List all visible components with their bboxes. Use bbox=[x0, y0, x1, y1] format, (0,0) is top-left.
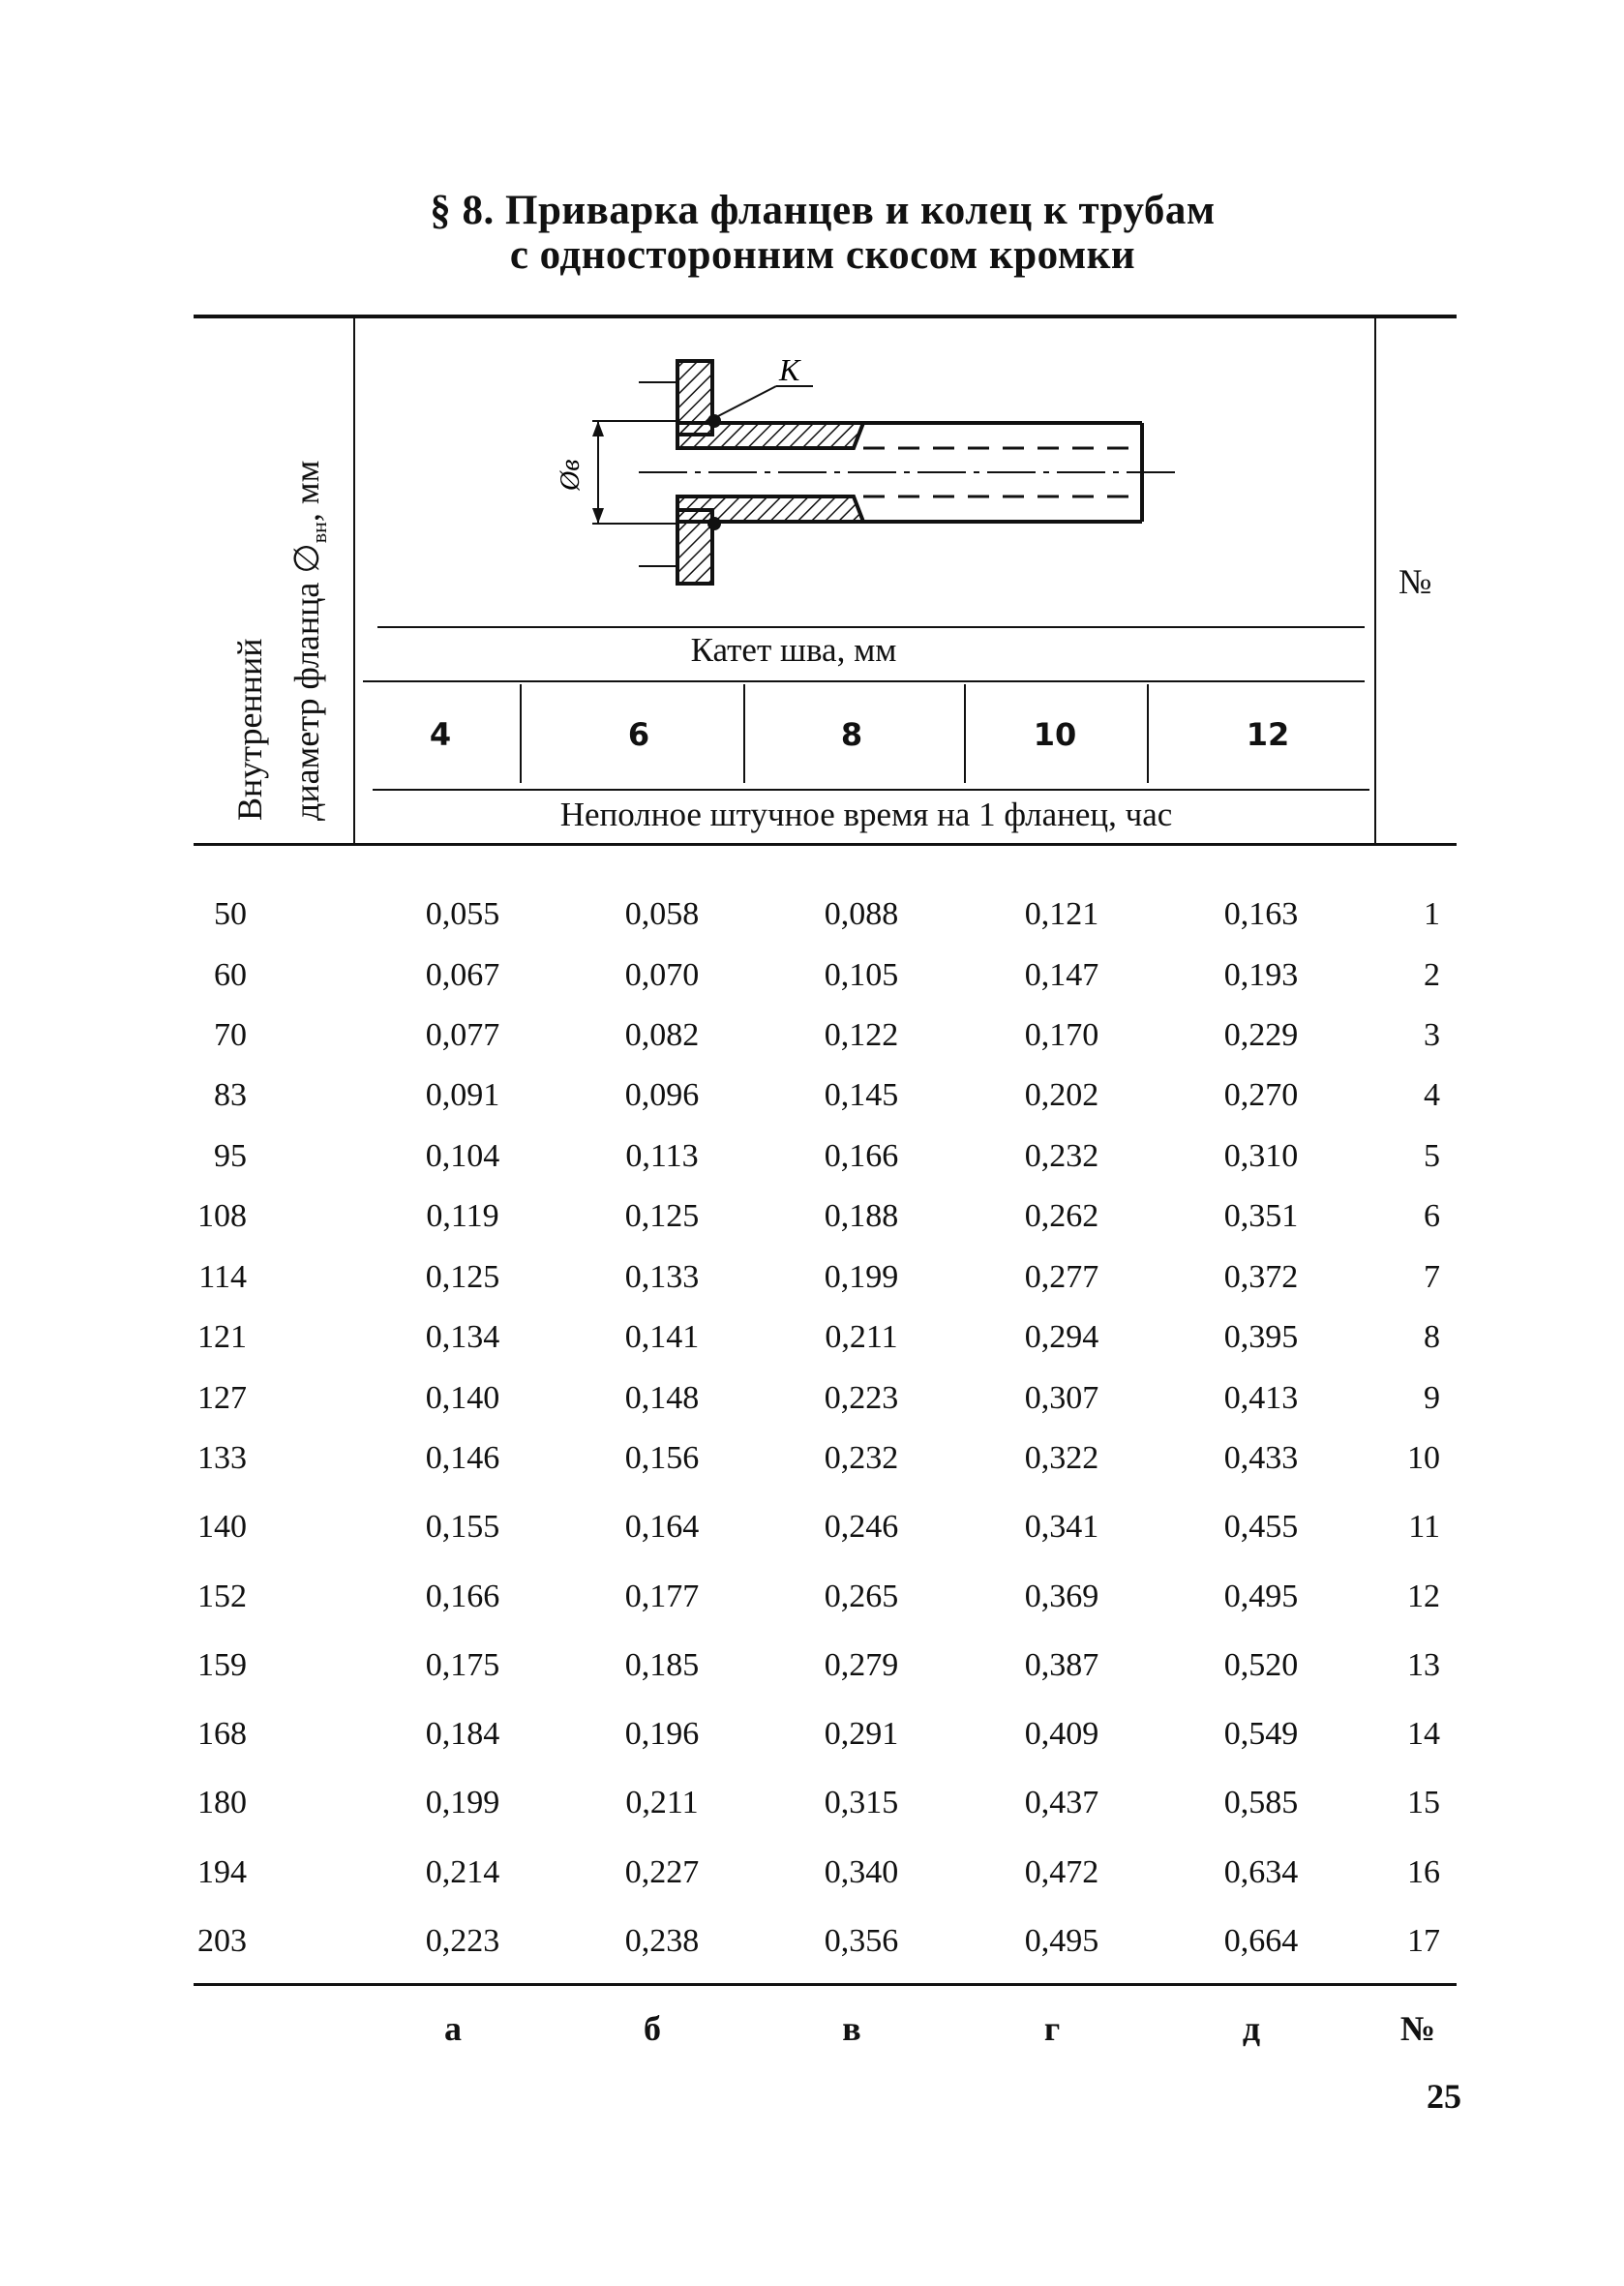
value-cell-d: 0,270 bbox=[1223, 1077, 1299, 1113]
row-number-cell: 6 bbox=[1424, 1198, 1440, 1234]
value-cell-g: 0,341 bbox=[1024, 1509, 1099, 1545]
value-cell-d: 0,455 bbox=[1223, 1509, 1299, 1545]
leg-value-12: 12 bbox=[1246, 716, 1290, 753]
diameter-header-text2: диаметр фланца ∅ bbox=[287, 543, 326, 821]
row-number-cell: 7 bbox=[1424, 1259, 1440, 1295]
value-cell-g: 0,495 bbox=[1024, 1923, 1099, 1959]
value-cell-b: 0,227 bbox=[624, 1854, 700, 1890]
diameter-header-sub: вн bbox=[307, 522, 332, 544]
footer-number: № bbox=[1399, 2009, 1436, 2048]
row-number-cell: 3 bbox=[1424, 1017, 1440, 1053]
value-cell-d: 0,634 bbox=[1223, 1854, 1299, 1890]
row-number-cell: 9 bbox=[1424, 1380, 1440, 1416]
value-cell-v: 0,291 bbox=[824, 1716, 899, 1752]
leg-value-4: 4 bbox=[429, 716, 452, 753]
drawing-label-k: К bbox=[779, 352, 800, 387]
row-number-cell: 11 bbox=[1408, 1509, 1440, 1545]
value-cell-v: 0,340 bbox=[824, 1854, 899, 1890]
flange-pipe-drawing bbox=[523, 344, 1200, 605]
value-cell-d: 0,193 bbox=[1223, 957, 1299, 993]
page-number: 25 bbox=[1427, 2077, 1461, 2116]
value-cell-g: 0,121 bbox=[1024, 896, 1099, 932]
value-cell-a: 0,155 bbox=[425, 1509, 500, 1545]
diameter-cell: 95 bbox=[214, 1138, 247, 1174]
diameter-header-line2 bbox=[286, 461, 332, 821]
value-cell-b: 0,070 bbox=[624, 957, 700, 993]
leg-values-bottom-rule bbox=[373, 789, 1369, 791]
value-cell-a: 0,146 bbox=[425, 1440, 500, 1476]
value-cell-g: 0,472 bbox=[1024, 1854, 1099, 1890]
header-bottom-rule bbox=[194, 843, 1457, 846]
diameter-cell: 114 bbox=[198, 1259, 247, 1295]
leg-value-8: 8 bbox=[840, 716, 863, 753]
value-cell-v: 0,279 bbox=[824, 1647, 899, 1683]
diameter-cell: 83 bbox=[214, 1077, 247, 1113]
value-cell-a: 0,055 bbox=[425, 896, 500, 932]
diameter-cell: 70 bbox=[214, 1017, 247, 1053]
diameter-cell: 133 bbox=[197, 1440, 247, 1476]
value-cell-b: 0,125 bbox=[624, 1198, 700, 1234]
footer-col-a: а bbox=[444, 2009, 462, 2048]
drawing-bottom-rule bbox=[377, 626, 1365, 628]
value-cell-b: 0,185 bbox=[624, 1647, 700, 1683]
section-title-line1: § 8. Приварка фланцев и колец к трубам bbox=[430, 188, 1216, 233]
value-cell-b: 0,096 bbox=[624, 1077, 700, 1113]
value-cell-b: 0,082 bbox=[624, 1017, 700, 1053]
value-cell-v: 0,356 bbox=[824, 1923, 899, 1959]
row-number-cell: 5 bbox=[1424, 1138, 1440, 1174]
value-cell-g: 0,294 bbox=[1024, 1319, 1099, 1355]
value-cell-a: 0,175 bbox=[425, 1647, 500, 1683]
footer-col-v: в bbox=[842, 2009, 861, 2048]
row-number-cell: 12 bbox=[1407, 1579, 1440, 1614]
leg-divider-4 bbox=[1147, 684, 1149, 783]
value-cell-g: 0,387 bbox=[1024, 1647, 1099, 1683]
value-cell-b: 0,133 bbox=[624, 1259, 700, 1295]
value-cell-a: 0,184 bbox=[425, 1716, 500, 1752]
divider-diameter bbox=[353, 318, 355, 843]
leg-value-6: 6 bbox=[627, 716, 650, 753]
value-cell-g: 0,262 bbox=[1024, 1198, 1099, 1234]
value-cell-d: 0,413 bbox=[1223, 1380, 1299, 1416]
value-cell-a: 0,077 bbox=[425, 1017, 500, 1053]
value-cell-g: 0,307 bbox=[1024, 1380, 1099, 1416]
diameter-cell: 127 bbox=[197, 1380, 247, 1416]
diameter-cell: 108 bbox=[197, 1198, 247, 1234]
value-cell-a: 0,199 bbox=[425, 1785, 500, 1820]
row-number-cell: 10 bbox=[1407, 1440, 1440, 1476]
value-cell-g: 0,437 bbox=[1024, 1785, 1099, 1820]
value-cell-d: 0,520 bbox=[1223, 1647, 1299, 1683]
value-cell-a: 0,134 bbox=[425, 1319, 500, 1355]
value-cell-d: 0,585 bbox=[1223, 1785, 1299, 1820]
value-cell-d: 0,495 bbox=[1223, 1579, 1299, 1614]
value-cell-a: 0,140 bbox=[425, 1380, 500, 1416]
section-title-line2: с односторонним скосом кромки bbox=[509, 232, 1136, 278]
value-cell-d: 0,664 bbox=[1223, 1923, 1299, 1959]
value-cell-v: 0,315 bbox=[824, 1785, 899, 1820]
leg-value-10: 10 bbox=[1033, 716, 1077, 753]
footer-col-g: г bbox=[1043, 2009, 1061, 2048]
diameter-header-suffix: , мм bbox=[287, 460, 326, 523]
drawing-label-dv: Øв bbox=[556, 459, 586, 491]
value-cell-b: 0,058 bbox=[624, 896, 700, 932]
diameter-cell: 180 bbox=[197, 1785, 247, 1820]
diameter-cell: 168 bbox=[197, 1716, 247, 1752]
value-cell-v: 0,246 bbox=[824, 1509, 899, 1545]
value-cell-v: 0,166 bbox=[824, 1138, 899, 1174]
value-cell-v: 0,223 bbox=[824, 1380, 899, 1416]
diameter-cell: 50 bbox=[214, 896, 247, 932]
value-cell-v: 0,088 bbox=[824, 896, 899, 932]
pipe-wall-upper bbox=[677, 423, 863, 448]
value-cell-b: 0,177 bbox=[624, 1579, 700, 1614]
diameter-cell: 159 bbox=[197, 1647, 247, 1683]
value-cell-d: 0,229 bbox=[1223, 1017, 1299, 1053]
weld-leg-bottom-rule bbox=[363, 680, 1365, 682]
time-caption: Неполное штучное время на 1 фланец, час bbox=[559, 796, 1173, 833]
value-cell-d: 0,549 bbox=[1223, 1716, 1299, 1752]
diameter-header-line1 bbox=[229, 639, 270, 822]
value-cell-a: 0,091 bbox=[425, 1077, 500, 1113]
value-cell-g: 0,369 bbox=[1024, 1579, 1099, 1614]
value-cell-v: 0,145 bbox=[824, 1077, 899, 1113]
leg-divider-1 bbox=[520, 684, 522, 783]
row-number-cell: 14 bbox=[1407, 1716, 1440, 1752]
value-cell-b: 0,141 bbox=[624, 1319, 700, 1355]
value-cell-g: 0,409 bbox=[1024, 1716, 1099, 1752]
row-number-cell: 4 bbox=[1424, 1077, 1440, 1113]
value-cell-d: 0,310 bbox=[1223, 1138, 1299, 1174]
value-cell-a: 0,119 bbox=[426, 1198, 499, 1234]
value-cell-g: 0,202 bbox=[1024, 1077, 1099, 1113]
row-number-cell: 17 bbox=[1407, 1923, 1440, 1959]
value-cell-g: 0,277 bbox=[1024, 1259, 1099, 1295]
divider-number bbox=[1374, 318, 1376, 843]
value-cell-g: 0,170 bbox=[1024, 1017, 1099, 1053]
value-cell-a: 0,166 bbox=[425, 1579, 500, 1614]
row-number-cell: 16 bbox=[1407, 1854, 1440, 1890]
value-cell-v: 0,105 bbox=[824, 957, 899, 993]
diameter-cell: 121 bbox=[197, 1319, 247, 1355]
value-cell-a: 0,223 bbox=[425, 1923, 500, 1959]
value-cell-a: 0,125 bbox=[425, 1259, 500, 1295]
diameter-header-text1: Внутренний bbox=[230, 638, 269, 821]
row-number-cell: 2 bbox=[1424, 957, 1440, 993]
value-cell-g: 0,147 bbox=[1024, 957, 1099, 993]
number-header: № bbox=[1398, 562, 1432, 601]
row-number-cell: 15 bbox=[1407, 1785, 1440, 1820]
value-cell-v: 0,122 bbox=[824, 1017, 899, 1053]
footer-col-d: д bbox=[1242, 2009, 1261, 2048]
table-top-rule bbox=[194, 315, 1457, 318]
value-cell-v: 0,199 bbox=[824, 1259, 899, 1295]
value-cell-v: 0,211 bbox=[825, 1319, 898, 1355]
value-cell-d: 0,163 bbox=[1223, 896, 1299, 932]
value-cell-d: 0,395 bbox=[1223, 1319, 1299, 1355]
value-cell-g: 0,322 bbox=[1024, 1440, 1099, 1476]
value-cell-b: 0,113 bbox=[625, 1138, 699, 1174]
row-number-cell: 13 bbox=[1407, 1647, 1440, 1683]
diameter-cell: 152 bbox=[197, 1579, 247, 1614]
diameter-cell: 203 bbox=[197, 1923, 247, 1959]
value-cell-b: 0,164 bbox=[624, 1509, 700, 1545]
value-cell-b: 0,148 bbox=[624, 1380, 700, 1416]
value-cell-d: 0,433 bbox=[1223, 1440, 1299, 1476]
value-cell-v: 0,188 bbox=[824, 1198, 899, 1234]
weld-leg-caption: Катет шва, мм bbox=[690, 631, 897, 669]
diameter-cell: 60 bbox=[214, 957, 247, 993]
row-number-cell: 1 bbox=[1424, 896, 1440, 932]
pipe-wall-lower bbox=[677, 496, 863, 522]
value-cell-b: 0,238 bbox=[624, 1923, 700, 1959]
value-cell-d: 0,351 bbox=[1223, 1198, 1299, 1234]
value-cell-a: 0,214 bbox=[425, 1854, 500, 1890]
value-cell-g: 0,232 bbox=[1024, 1138, 1099, 1174]
row-number-cell: 8 bbox=[1424, 1319, 1440, 1355]
weld-lower bbox=[707, 517, 721, 530]
value-cell-b: 0,156 bbox=[624, 1440, 700, 1476]
diameter-cell: 194 bbox=[197, 1854, 247, 1890]
value-cell-v: 0,232 bbox=[824, 1440, 899, 1476]
value-cell-a: 0,104 bbox=[425, 1138, 500, 1174]
leg-divider-3 bbox=[964, 684, 966, 783]
value-cell-b: 0,211 bbox=[625, 1785, 699, 1820]
leg-divider-2 bbox=[743, 684, 745, 783]
value-cell-d: 0,372 bbox=[1223, 1259, 1299, 1295]
value-cell-a: 0,067 bbox=[425, 957, 500, 993]
value-cell-b: 0,196 bbox=[624, 1716, 700, 1752]
value-cell-v: 0,265 bbox=[824, 1579, 899, 1614]
table-bottom-rule bbox=[194, 1983, 1457, 1986]
diameter-cell: 140 bbox=[197, 1509, 247, 1545]
footer-col-b: б bbox=[644, 2009, 661, 2048]
